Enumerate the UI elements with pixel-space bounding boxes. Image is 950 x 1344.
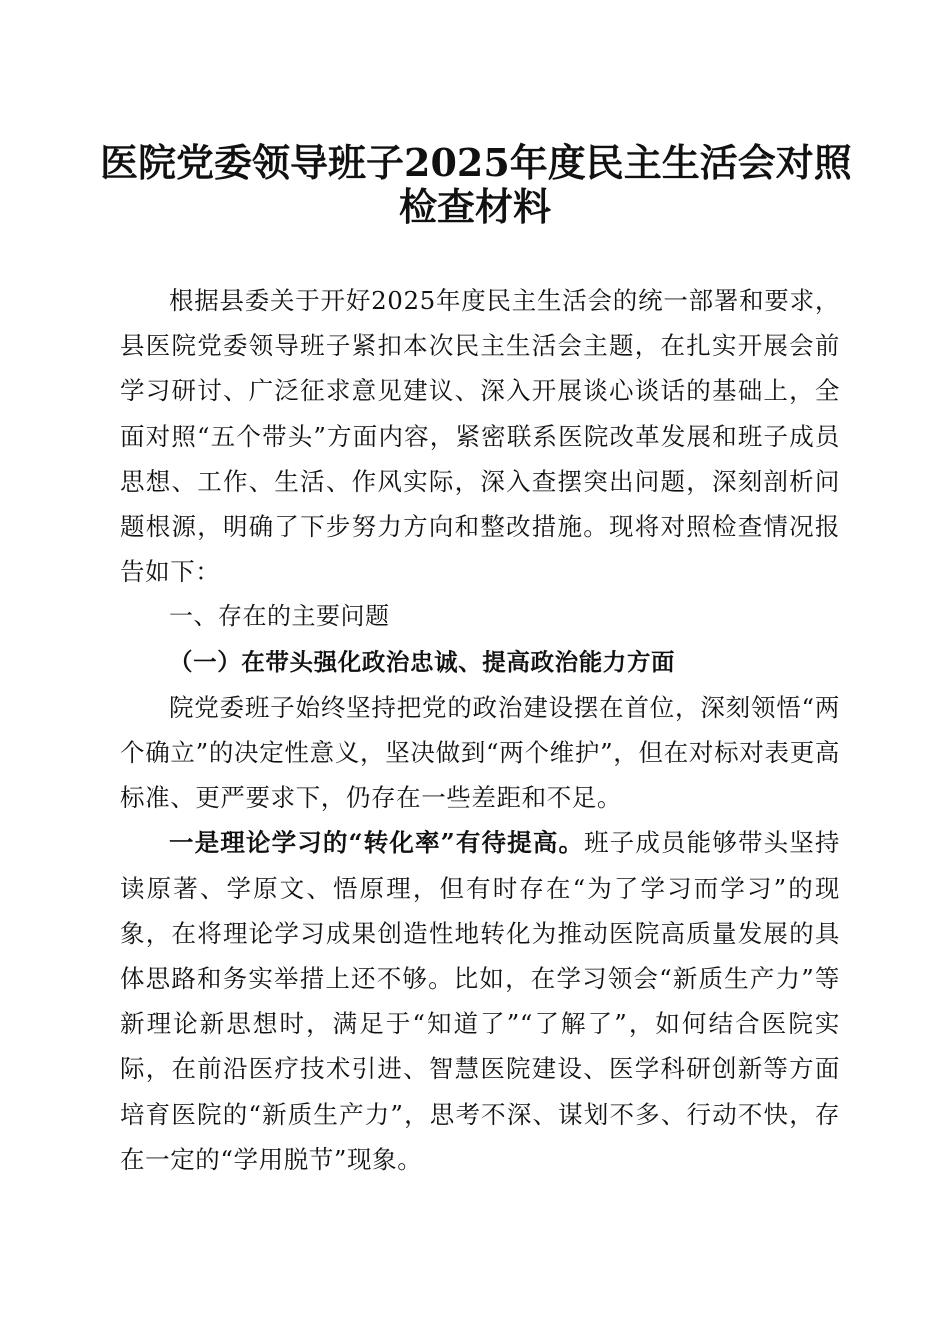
subsection-heading: （一）在带头强化政治忠诚、提高政治能力方面	[169, 647, 676, 676]
subsection-paragraph: 院党委班子始终坚持把党的政治建设摆在首位，深刻领悟“两个确立”的决定性意义，坚决做到“两个维护”，但在对标对表更高标准、更严要求下，仍存在一些差距和不足。	[120, 692, 840, 813]
document-title-line1: 医院党委领导班子2025年度民主生活会对照	[100, 140, 852, 185]
section-heading: 一、存在的主要问题	[169, 602, 390, 631]
intro-paragraph: 根据县委关于开好2025年度民主生活会的统一部署和要求，县医院党委领导班子紧扣本次民主生活会主题，在扎实开展会前学习研讨、广泛征求意见建议、深入开展谈心谈话的基础上，全面对照“五个带头”方面内容，紧密联系医院改革发展和班子成员思想、工作、生活、作风实际，深入查摆突出问题，深刻剖析问题根源，明确了下步努力方向和整改措施。现将对照检查情况报告如下：	[120, 286, 840, 587]
point-lead: 一是理论学习的“转化率”有待提高。	[169, 828, 585, 858]
document-title-line2: 检查材料	[398, 184, 551, 229]
point-paragraph	[120, 820, 840, 1182]
document-body	[120, 278, 840, 1182]
point-body: 班子成员能够带头坚持读原著、学原文、悟原理，但有时存在“为了学习而学习”的现象，在将理论学习成果创造性地转化为推动医院高质量发展的具体思路和务实举措上还不够。比如，在学习领会“新质生产力”等新理论新思想时，满足于“知道了”“了解了”，如何结合医院实际，在前沿医疗技术引进、智慧医院建设、医学科研创新等方面培育医院的“新质生产力”，思考不深、谋划不多、行动不快，存在一定的“学用脱节”现象。	[120, 828, 840, 1174]
